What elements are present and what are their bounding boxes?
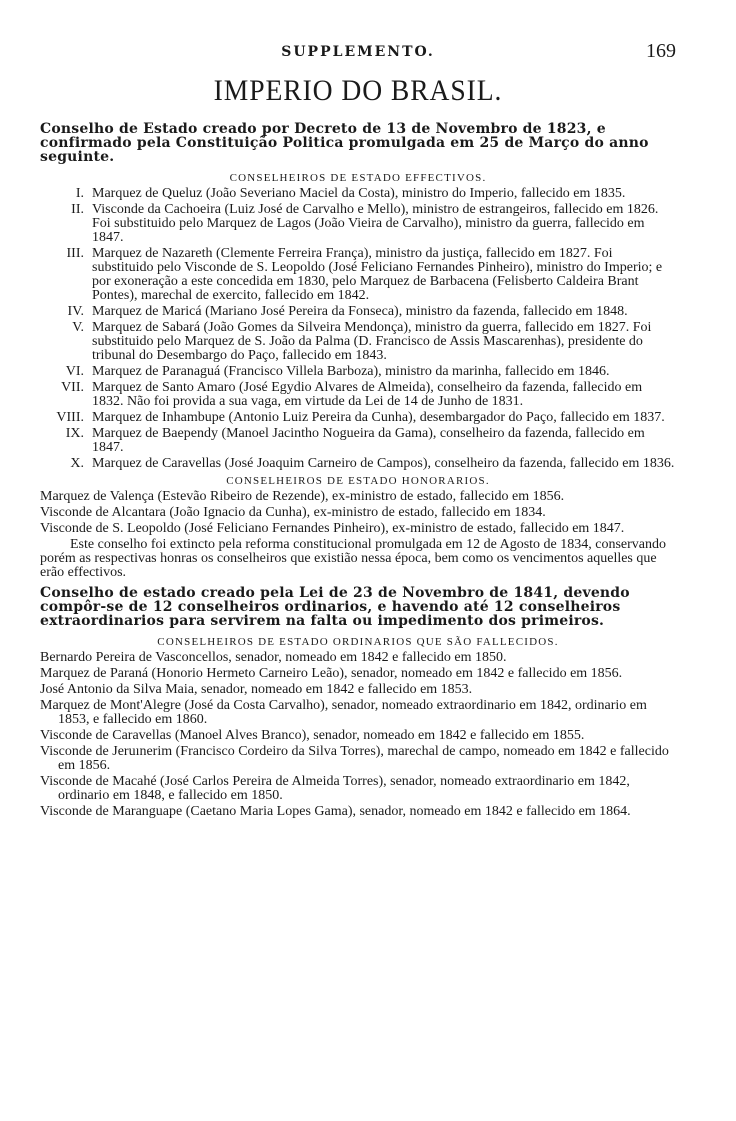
item-text: Marquez de Caravellas (José Joaquim Carneiro de Campos), conselheiro da fazenda, fallecido em 1836. bbox=[92, 456, 675, 471]
page-number: 169 bbox=[646, 40, 676, 62]
item-number: V. bbox=[72, 320, 84, 335]
item-text: Marquez de Inhambupe (Antonio Luiz Pereira da Cunha), desembargador do Paço, fallecido em 1837. bbox=[92, 410, 665, 425]
list-item bbox=[40, 305, 676, 319]
item-text: Marquez de Santo Amaro (José Egydio Alvares de Almeida), conselheiro da fazenda, fallecido em 1832. Não foi provida a sua vaga, em virtude da Lei de 14 de Junho de 1831. bbox=[92, 380, 643, 409]
list-item bbox=[40, 247, 676, 303]
item-number: IV. bbox=[67, 304, 84, 319]
list-item bbox=[40, 365, 676, 379]
item-number: II. bbox=[71, 202, 84, 217]
item-text: Visconde da Cachoeira (Luiz José de Carvalho e Mello), ministro de estrangeiros, fallecido em 1826. Foi substituido pelo Marquez de Lagos (João Vieira de Carvalho), ministro da guerra, fallecido em 1847. bbox=[92, 202, 659, 245]
item-text: Marquez de Maricá (Mariano José Pereira da Fonseca), ministro da fazenda, fallecido em 1848. bbox=[92, 304, 628, 319]
item-text: Marquez de Nazareth (Clemente Ferreira França), ministro da justiça, fallecido em 1827. Foi substituido pelo Visconde de S. Leopoldo (José Feliciano Fernandes Pinheiro), ministro do Imperio; e por exoneração a este concedida em 1830, pelo Marquez de Barbacena (Felisberto Caldeira Brant Pontes), marechal de exercito, fallecido em 1842. bbox=[92, 246, 663, 303]
item-text: Marquez de Queluz (João Severiano Maciel da Costa), ministro do Imperio, fallecido em 1835. bbox=[92, 186, 626, 201]
item-text: Marquez de Baependy (Manoel Jacintho Nogueira da Gama), conselheiro da fazenda, fallecido em 1847. bbox=[92, 426, 645, 455]
item-number: VII. bbox=[61, 380, 84, 395]
page bbox=[40, 40, 676, 821]
item-number: III. bbox=[66, 246, 84, 261]
effective-heading: CONSELHEIROS DE ESTADO EFFECTIVOS. bbox=[229, 172, 487, 184]
list-item: Visconde de Maranguape (Caetano Maria Lopes Gama), senador, nomeado em 1842 e fallecido em 1864. bbox=[40, 804, 631, 819]
list-item: Visconde de Macahé (José Carlos Pereira de Almeida Torres), senador, nomeado extraordinario em 1842, ordinario em 1848, e fallecido em 1850. bbox=[40, 774, 630, 803]
ordinary-heading: CONSELHEIROS DE ESTADO ORDINARIOS QUE SÃO FALLECIDOS. bbox=[157, 636, 559, 648]
item-number: X. bbox=[70, 456, 84, 471]
list-item: Marquez de Mont'Alegre (José da Costa Carvalho), senador, nomeado extraordinario em 1842, ordinario em 1853, e fallecido em 1860. bbox=[40, 698, 647, 727]
list-item: Marquez de Valença (Estevão Ribeiro de Rezende), ex-ministro de estado, fallecido em 1856. bbox=[40, 489, 565, 504]
list-item bbox=[40, 411, 676, 425]
honorary-list bbox=[40, 490, 676, 536]
item-number: VI. bbox=[65, 364, 84, 379]
page-title: IMPERIO DO BRASIL. bbox=[213, 74, 503, 107]
item-number: VIII. bbox=[56, 410, 84, 425]
list-item bbox=[40, 457, 676, 471]
item-number: I. bbox=[75, 186, 84, 201]
list-item: Marquez de Paraná (Honorio Hermeto Carneiro Leão), senador, nomeado em 1842 e fallecido em 1856. bbox=[40, 666, 623, 681]
list-item bbox=[40, 203, 676, 245]
page-header bbox=[40, 40, 676, 68]
list-item: Visconde de S. Leopoldo (José Feliciano Fernandes Pinheiro), ex-ministro de estado, fallecido em 1847. bbox=[40, 521, 625, 536]
law-paragraph: Conselho de estado creado pela Lei de 23 de Novembro de 1841, devendo compôr-se de 12 conselheiros ordinarios, e havendo até 12 conselheiros extraordinarios para servirem na falta ou impedimento dos primeiros. bbox=[40, 585, 630, 629]
item-text: Marquez de Paranaguá (Francisco Villela Barboza), ministro da marinha, fallecido em 1846. bbox=[92, 364, 610, 379]
list-item: Visconde de Alcantara (João Ignacio da Cunha), ex-ministro de estado, fallecido em 1834. bbox=[40, 505, 546, 520]
intro-paragraph: Conselho de Estado creado por Decreto de 13 de Novembro de 1823, e confirmado pela Constituição Politica promulgada em 25 de Março do anno seguinte. bbox=[40, 121, 649, 165]
item-text: Marquez de Sabará (João Gomes da Silveira Mendonça), ministro da guerra, fallecido em 1827. Foi substituido pelo Marquez de S. João da Palma (D. Francisco de Assis Mascarenhas), presidente do tribunal do Desembargo do Paço, fallecido em 1843. bbox=[92, 320, 652, 363]
list-item bbox=[40, 187, 676, 201]
list-item: Visconde de Caravellas (Manoel Alves Branco), senador, nomeado em 1842 e fallecido em 1855. bbox=[40, 728, 585, 743]
honorary-note: Este conselho foi extincto pela reforma constitucional promulgada em 12 de Agosto de 1834, conservando porém as respectivas honras os conselheiros que existião nessa época, bem como os vencimentos aquelles que erão effectivos. bbox=[40, 537, 667, 580]
list-item: Visconde de Jeruınerim (Francisco Cordeiro da Silva Torres), marechal de campo, nomeado em 1842 e fallecido em 1856. bbox=[40, 744, 669, 773]
item-number: IX. bbox=[65, 426, 84, 441]
list-item bbox=[40, 427, 676, 455]
list-item: Bernardo Pereira de Vasconcellos, senador, nomeado em 1842 e fallecido em 1850. bbox=[40, 650, 507, 665]
running-head: SUPPLEMENTO. bbox=[281, 44, 435, 60]
honorary-heading: CONSELHEIROS DE ESTADO HONORARIOS. bbox=[226, 475, 490, 487]
list-item bbox=[40, 381, 676, 409]
effective-list bbox=[40, 187, 676, 471]
list-item: José Antonio da Silva Maia, senador, nomeado em 1842 e fallecido em 1853. bbox=[40, 682, 473, 697]
list-item bbox=[40, 321, 676, 363]
ordinary-list bbox=[40, 651, 676, 819]
